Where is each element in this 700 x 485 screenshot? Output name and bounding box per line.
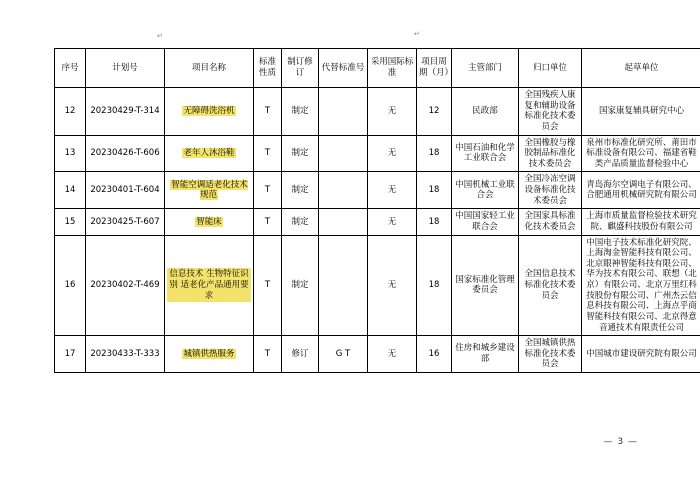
paragraph-mark-top-left: ↵ (157, 32, 163, 40)
cell-period: 18 (417, 135, 452, 172)
cell-name-text: 城镇供热服务 (183, 348, 235, 359)
cell-unit: 全国冷冻空调设备标准化技术委员会 (519, 172, 582, 209)
cell-adopt: 无 (368, 336, 417, 373)
cell-name (165, 209, 254, 235)
cell-draft: 青岛海尔空调电子有限公司、合肥通用机械研究院有限公司 (582, 172, 700, 209)
cell-revise: 制定 (282, 172, 319, 209)
cell-adopt: 无 (368, 209, 417, 235)
column-header-adopt: 采用国际标准 (368, 49, 417, 88)
cell-period: 18 (417, 209, 452, 235)
cell-name (165, 336, 254, 373)
cell-name (165, 135, 254, 172)
table-row (55, 88, 700, 136)
cell-seq: 15 (55, 209, 86, 235)
table-row (55, 135, 700, 172)
table-row (55, 209, 700, 235)
cell-adopt: 无 (368, 88, 417, 136)
column-header-seq: 序号 (55, 49, 86, 88)
cell-replace: G T (319, 336, 368, 373)
document-sheet (42, 10, 697, 475)
cell-name-text: 信息技术 生物特征识别 适老化产品通用要求 (167, 268, 251, 302)
cell-unit: 全国信息技术标准化技术委员会 (519, 235, 582, 336)
cell-revise: 修订 (282, 336, 319, 373)
cell-dept: 住房和城乡建设部 (452, 336, 519, 373)
cell-period: 12 (417, 88, 452, 136)
column-header-dept: 主管部门 (452, 49, 519, 88)
standards-plan-table (54, 48, 700, 373)
paragraph-mark-top-right: ↵ (414, 30, 420, 38)
table-body (55, 88, 700, 373)
cell-revise: 制定 (282, 209, 319, 235)
cell-unit: 全国家具标准化技术委员会 (519, 209, 582, 235)
cell-replace (319, 88, 368, 136)
cell-name-text: 智能床 (196, 216, 222, 227)
cell-dept: 中国国家轻工业联合会 (452, 209, 519, 235)
column-header-nature: 标准性质 (254, 49, 282, 88)
cell-draft: 国家康复辅具研究中心 (582, 88, 700, 136)
cell-unit: 全国城镇供热标准化技术委员会 (519, 336, 582, 373)
cell-seq: 16 (55, 235, 86, 336)
cell-plan: 20230425-T-607 (86, 209, 165, 235)
column-header-revise: 制订修订 (282, 49, 319, 88)
cell-period: 16 (417, 336, 452, 373)
cell-dept: 国家标准化管理委员会 (452, 235, 519, 336)
cell-draft: 上海市质量监督检验技术研究院、麒盛科技股份有限公司 (582, 209, 700, 235)
cell-period: 18 (417, 172, 452, 209)
cell-revise: 制定 (282, 135, 319, 172)
cell-adopt: 无 (368, 235, 417, 336)
cell-name (165, 235, 254, 336)
cell-draft: 中国城市建设研究院有限公司 (582, 336, 700, 373)
cell-unit: 全国橡胶与橡胶制品标准化技术委员会 (519, 135, 582, 172)
column-header-name: 项目名称 (165, 49, 254, 88)
cell-adopt: 无 (368, 135, 417, 172)
cell-nature: T (254, 235, 282, 336)
cell-seq: 17 (55, 336, 86, 373)
table-row (55, 336, 700, 373)
cell-seq: 14 (55, 172, 86, 209)
cell-seq: 12 (55, 88, 86, 136)
cell-plan: 20230426-T-606 (86, 135, 165, 172)
cell-plan: 20230401-T-604 (86, 172, 165, 209)
cell-unit: 全国残疾人康复和辅助设备标准化技术委员会 (519, 88, 582, 136)
cell-replace (319, 135, 368, 172)
cell-name-text: 智能空调适老化技术规范 (171, 179, 248, 201)
column-header-unit: 归口单位 (519, 49, 582, 88)
cell-revise: 制定 (282, 88, 319, 136)
column-header-draft: 起草单位 (582, 49, 700, 88)
cell-plan: 20230433-T-333 (86, 336, 165, 373)
cell-name (165, 88, 254, 136)
cell-revise: 制定 (282, 235, 319, 336)
cell-name (165, 172, 254, 209)
cell-adopt: 无 (368, 172, 417, 209)
column-header-period: 项目周期（月） (417, 49, 452, 88)
cell-plan: 20230429-T-314 (86, 88, 165, 136)
cell-dept: 中国机械工业联合会 (452, 172, 519, 209)
cell-dept: 中国石油和化学工业联合会 (452, 135, 519, 172)
cell-dept: 民政部 (452, 88, 519, 136)
column-header-plan: 计划号 (86, 49, 165, 88)
table-header-row (55, 49, 700, 88)
cell-seq: 13 (55, 135, 86, 172)
cell-name-text: 老年人沐浴鞋 (183, 148, 235, 159)
table-row (55, 235, 700, 336)
cell-nature: T (254, 209, 282, 235)
column-header-replace: 代替标准号 (319, 49, 368, 88)
table-header (55, 49, 700, 88)
cell-nature: T (254, 88, 282, 136)
cell-plan: 20230402-T-469 (86, 235, 165, 336)
cell-nature: T (254, 336, 282, 373)
cell-replace (319, 209, 368, 235)
cell-replace (319, 235, 368, 336)
cell-nature: T (254, 135, 282, 172)
table-row (55, 172, 700, 209)
page-number: — 3 — (603, 437, 638, 447)
cell-nature: T (254, 172, 282, 209)
cell-period: 18 (417, 235, 452, 336)
cell-replace (319, 172, 368, 209)
cell-draft: 泉州市标准化研究所、莆田市标准设备有限公司、福建省鞋类产品质量监督检验中心 (582, 135, 700, 172)
cell-name-text: 无障碍洗浴机 (183, 105, 235, 116)
cell-draft: 中国电子技术标准化研究院、上海淘金智能科技有限公司、北京眼神智能科技有限公司、华为技术有限公司、联想（北京）有限公司、北京万里红科技股份有限公司、广州杰云信息科技有限公司、上海点乎商智能科技有限公司、北京得意音通技术有限责任公司 (582, 235, 700, 336)
